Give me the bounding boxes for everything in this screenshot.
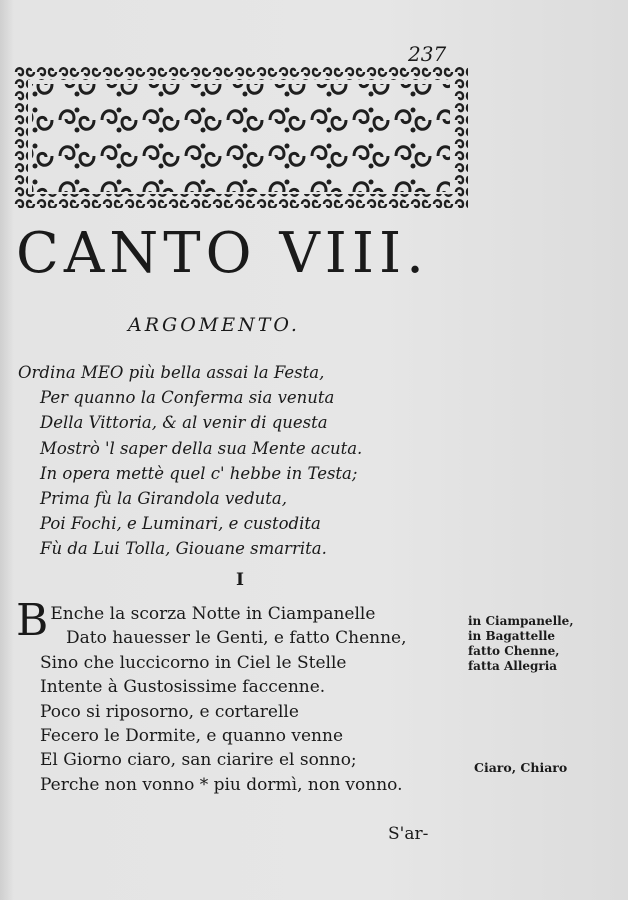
- argument-line: In opera mettè quel c' hebbe in Testa;: [40, 463, 358, 483]
- canto-title: CANTO VIII.: [16, 221, 429, 286]
- stanza-number: I: [236, 570, 244, 590]
- stanza-line: Intente à Gustosissime faccenne.: [40, 677, 326, 698]
- catchword: S'ar-: [388, 824, 429, 844]
- argument-line: Prima fù la Girandola veduta,: [40, 489, 287, 509]
- ornamental-headpiece: [14, 66, 468, 208]
- argomento-heading: ARGOMENTO.: [128, 314, 300, 336]
- stanza-line: Dato hauesser le Genti, e fatto Chenne,: [66, 628, 407, 649]
- stanza-line: Fecero le Dormite, e quanno venne: [40, 726, 344, 747]
- margin-gloss-ciaro: Ciaro, Chiaro: [474, 760, 568, 775]
- argument-line: Mostrò 'l saper della sua Mente acuta.: [40, 438, 363, 458]
- stanza-line: Poco si riposorno, e cortarelle: [40, 701, 299, 722]
- stanza-verses: [16, 595, 407, 797]
- drop-cap: B: [16, 595, 49, 646]
- gloss-line: fatta Allegria: [468, 659, 558, 673]
- gloss-line: in Ciampanelle,: [468, 614, 574, 628]
- stanza-line: Sino che luccicorno in Ciel le Stelle: [40, 652, 347, 673]
- gloss-line: in Bagattelle: [468, 629, 556, 643]
- argument-line: Poi Fochi, e Luminari, e custodita: [40, 514, 321, 534]
- argument-line: Per quanno la Conferma sia venuta: [40, 388, 335, 408]
- argument-line: Fù da Lui Tolla, Giouane smarrita.: [40, 539, 327, 559]
- argument-line: Della Vittoria, & al venir di questa: [40, 413, 328, 433]
- stanza-line: El Giorno ciaro, san ciarire el sonno;: [40, 750, 357, 771]
- stanza-line: Enche la scorza Notte in Ciampanelle: [50, 604, 376, 624]
- argument-line: Ordina MEO più bella assai la Festa,: [18, 363, 325, 382]
- page-number: 237: [408, 42, 447, 66]
- stanza-line: Perche non vonno * piu dormì, non vonno.: [40, 774, 403, 795]
- margin-glosses: [468, 614, 574, 674]
- gloss-line: fatto Chenne,: [468, 644, 560, 658]
- argument-verses: [18, 360, 362, 562]
